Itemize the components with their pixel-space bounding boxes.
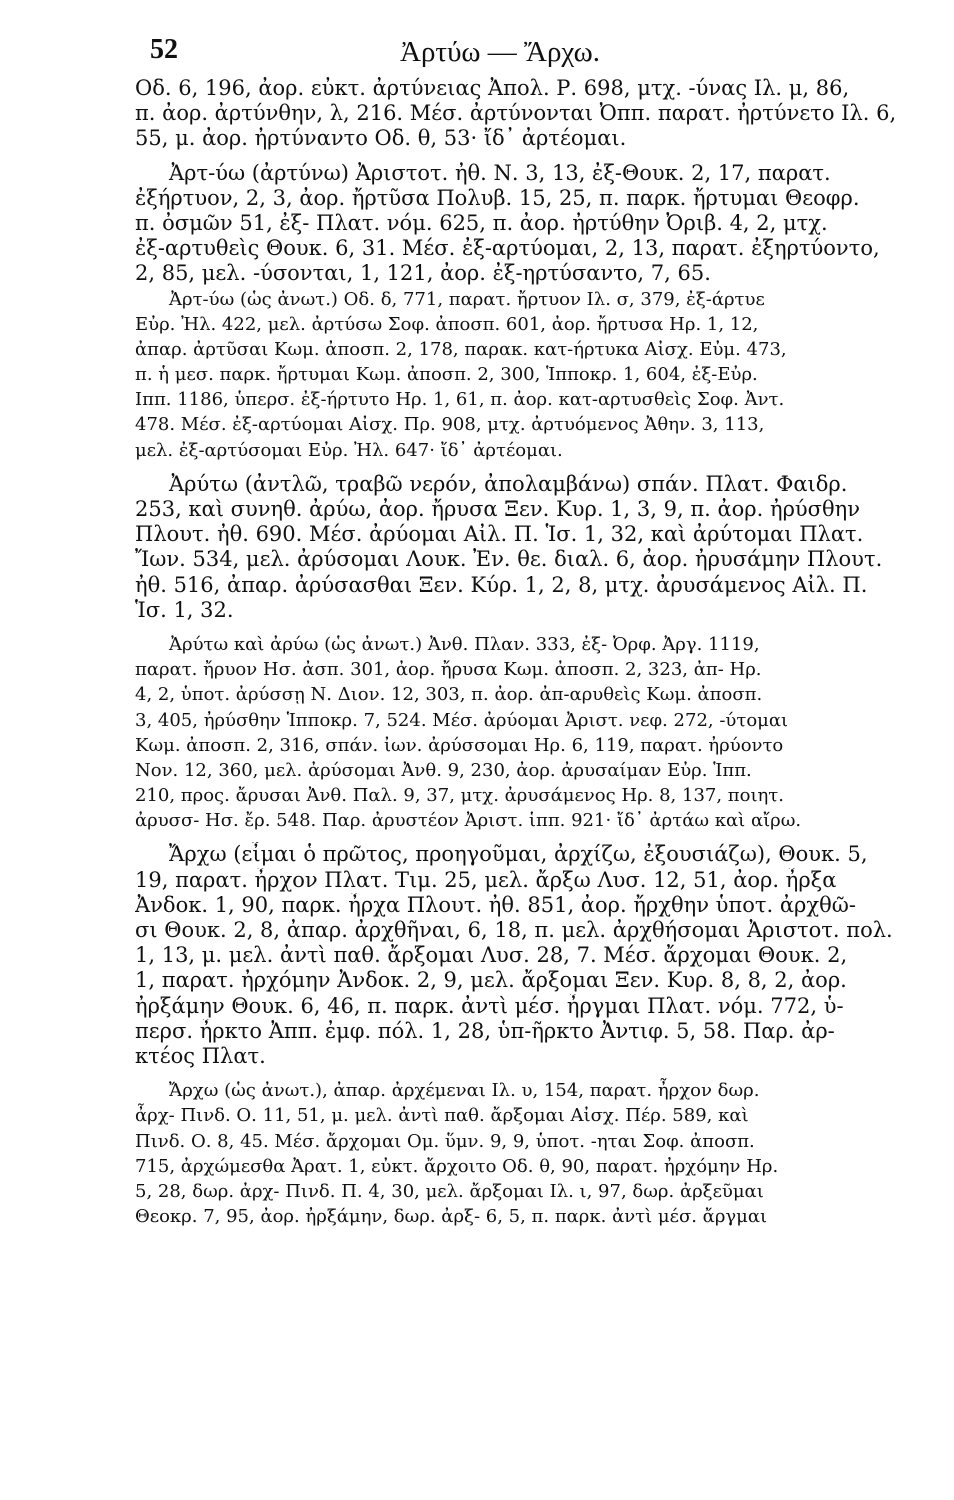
text-line: Πινδ. Ο. 8, 45. Μέσ. ἄρχομαι Ομ. ὕμν. 9, 9, ὑποτ. -ηται Σοφ. ἀποσπ. [135,1130,755,1152]
paragraph-gap [135,1069,915,1078]
text-line: π. ἀορ. ἀρτύνθην, λ, 216. Μέσ. ἀρτύνονται Ὀππ. παρατ. ἠρτύνετο Ιλ. 6, [135,101,897,126]
text-line: 19, παρατ. ἦρχον Πλατ. Τιμ. 25, μελ. ἄρξω Λυσ. 12, 51, ἀορ. ἦρξα [135,867,837,892]
text-line: Ἱσ. 1, 32. [135,597,234,622]
text-line: Πλουτ. ἠθ. 690. Μέσ. ἀρύομαι Αἰλ. Π. Ἱσ. 1, 32, καὶ ἀρύτομαι Πλατ. [135,522,864,547]
paragraph-gap [135,152,915,161]
text-line: 2, 85, μελ. -ύσονται, 1, 121, ἀορ. ἐξ-ηρτύσαντο, 7, 65. [135,261,711,286]
text-line: 55, μ. ἀορ. ἠρτύναντο Οδ. θ, 53· ἴδ᾽ ἀρτέομαι. [135,126,627,151]
text-line: ἐξήρτυον, 2, 3, ἀορ. ἤρτῦσα Πολυβ. 15, 25, π. παρκ. ἤρτυμαι Θεοφρ. [135,185,860,210]
paragraph-gap [135,623,915,632]
text-line: μελ. ἐξ-αρτύσομαι Εὐρ. Ἠλ. 647· ἴδ᾽ ἀρτέομαι. [135,439,563,461]
text-line: ἀπαρ. ἀρτῦσαι Κωμ. ἀποσπ. 2, 178, παρακ. κατ-ήρτυκα Αἰσχ. Εὐμ. 473, [135,338,787,360]
text-line: ἐξ-αρτυθεὶς Θουκ. 6, 31. Μέσ. ἐξ-αρτύομαι, 2, 13, παρατ. ἐξηρτύοντο, [135,236,880,261]
running-title: Ἀρτύω — Ἄρχω. [400,36,600,68]
text-line: Νον. 12, 360, μελ. ἀρύσομαι Ἀνθ. 9, 230, ἀορ. ἀρυσαίμαν Εὐρ. Ἱππ. [135,759,752,781]
text-line: σι Θουκ. 2, 8, ἀπαρ. ἀρχθῆναι, 6, 18, π. μελ. ἀρχθήσομαι Ἀριστοτ. πολ. [135,918,893,942]
text-line: 1, 13, μ. μελ. ἀντὶ παθ. ἄρξομαι Λυσ. 28, 7. Μέσ. ἄρχομαι Θουκ. 2, [135,943,848,968]
page-number: 52 [150,34,178,65]
text-line: κτέος Πλατ. [135,1043,266,1068]
text-line: π. ἡ μεσ. παρκ. ἤρτυμαι Κωμ. ἀποσπ. 2, 300, Ἱπποκρ. 1, 604, ἐξ-Εὐρ. [135,364,758,386]
text-line: Εὐρ. Ἠλ. 422, μελ. ἀρτύσω Σοφ. ἀποσπ. 601, ἀορ. ἤρτυσα Ηρ. 1, 12, [135,313,759,335]
text-line: Ἀρτ-ύω (ἀρτύνω) Ἀριστοτ. ἠθ. Ν. 3, 13, ἐξ-Θουκ. 2, 17, παρατ. [169,160,831,185]
text-line: 4, 2, ὑποτ. ἀρύσσῃ Ν. Διον. 12, 303, π. ἀορ. ἀπ-αρυθεὶς Κωμ. ἀποσπ. [135,684,763,706]
text-line: περσ. ἦρκτο Ἀππ. ἐμφ. πόλ. 1, 28, ὑπ-ῆρκτο Ἀντιφ. 5, 58. Παρ. ἀρ- [135,1018,835,1043]
text-line: 3, 405, ἠρύσθην Ἱπποκρ. 7, 524. Μέσ. ἀρύομαι Ἀριστ. νεφ. 272, -ύτομαι [135,709,789,731]
text-line: παρατ. ἤρυον Ησ. ἀσπ. 301, ἀορ. ἤρυσα Κωμ. ἀποσπ. 2, 323, ἀπ- Ηρ. [135,659,762,681]
paragraph-gap [135,833,915,842]
running-head [0,30,954,80]
text-line: Ἄρχω (ὡς ἀνωτ.), ἀπαρ. ἀρχέμεναι Ιλ. υ, 154, παρατ. ἦρχον δωρ. [169,1080,760,1102]
text-line: π. ὀσμῶν 51, ἐξ- Πλατ. νόμ. 625, π. ἀορ. ἠρτύθην Ὀριβ. 4, 2, μτχ. [135,210,828,235]
text-line: ἆρχ- Πινδ. Ο. 11, 51, μ. μελ. ἀντὶ παθ. ἄρξομαι Αἰσχ. Πέρ. 589, καὶ [135,1105,749,1127]
body-text [135,76,915,1229]
text-line: Ἀρύτω καὶ ἀρύω (ὡς ἀνωτ.) Ἀνθ. Πλαν. 333, ἐξ- Ὀρφ. Ἀργ. 1119, [169,633,760,655]
text-line: 210, προς. ἄρυσαι Ἀνθ. Παλ. 9, 37, μτχ. ἀρυσάμενος Ηρ. 8, 137, ποιητ. [135,785,784,807]
text-line: ἠρξάμην Θουκ. 6, 46, π. παρκ. ἀντὶ μέσ. ἦργμαι Πλατ. νόμ. 772, ὑ- [135,993,844,1018]
text-line: 478. Μέσ. ἐξ-αρτύομαι Αἰσχ. Πρ. 908, μτχ. ἀρτυόμενος Ἀθην. 3, 113, [135,414,765,436]
text-line: Θεοκρ. 7, 95, ἀορ. ἠρξάμην, δωρ. ἀρξ- 6, 5, π. παρκ. ἀντὶ μέσ. ἄργμαι [135,1206,768,1228]
text-line: Ἴων. 534, μελ. ἀρύσομαι Λουκ. Ἐν. θε. διαλ. 6, ἀορ. ἠρυσάμην Πλουτ. [135,547,883,572]
text-line: Κωμ. ἀποσπ. 2, 316, σπάν. ἰων. ἀρύσσομαι Ηρ. 6, 119, παρατ. ἠρύοντο [135,734,784,756]
text-line: Οδ. 6, 196, ἀορ. εὐκτ. ἀρτύνειας Ἀπολ. Ρ. 698, μτχ. -ύνας Ιλ. μ, 86, [135,76,850,100]
text-line: ἠθ. 516, ἀπαρ. ἀρύσασθαι Ξεν. Κύρ. 1, 2, 8, μτχ. ἀρυσάμενος Αἰλ. Π. [135,572,868,597]
text-line: 253, καὶ συνηθ. ἀρύω, ἀορ. ἤρυσα Ξεν. Κυρ. 1, 3, 9, π. ἀορ. ἠρύσθην [135,497,861,521]
text-line: Ἄρχω (εἶμαι ὁ πρῶτος, προηγοῦμαι, ἀρχίζω, ἐξουσιάζω), Θουκ. 5, [169,842,868,867]
text-line: ἀρυσσ- Ησ. ἔρ. 548. Παρ. ἀρυστέον Ἀριστ. ἱππ. 921· ἴδ᾽ ἀρτάω καὶ αἴρω. [135,810,802,832]
text-line: Ἀρτ-ύω (ὡς ἀνωτ.) Οδ. δ, 771, παρατ. ἤρτυον Ιλ. σ, 379, ἐξ-άρτυε [169,288,765,310]
text-line: Ἀρύτω (ἀντλῶ, τραβῶ νερόν, ἀπολαμβάνω) σπάν. Πλατ. Φαιδρ. [169,471,848,496]
text-line: Ιππ. 1186, ὑπερσ. ἐξ-ήρτυτο Ηρ. 1, 61, π. ἀορ. κατ-αρτυσθεὶς Σοφ. Ἀντ. [135,389,785,411]
text-line: 715, ἀρχώμεσθα Ἀρατ. 1, εὐκτ. ἄρχοιτο Οδ. θ, 90, παρατ. ἠρχόμην Ηρ. [135,1155,779,1177]
paragraph-gap [135,463,915,472]
text-line: 1, παρατ. ἠρχόμην Ἀνδοκ. 2, 9, μελ. ἄρξομαι Ξεν. Κυρ. 8, 8, 2, ἀορ. [135,968,847,993]
text-line: 5, 28, δωρ. ἀρχ- Πινδ. Π. 4, 30, μελ. ἄρξομαι Ιλ. ι, 97, δωρ. ἀρξεῦμαι [135,1180,764,1202]
text-line: Ἀνδοκ. 1, 90, παρκ. ἦρχα Πλουτ. ἠθ. 851, ἀορ. ἤρχθην ὑποτ. ἀρχθῶ- [135,892,856,917]
